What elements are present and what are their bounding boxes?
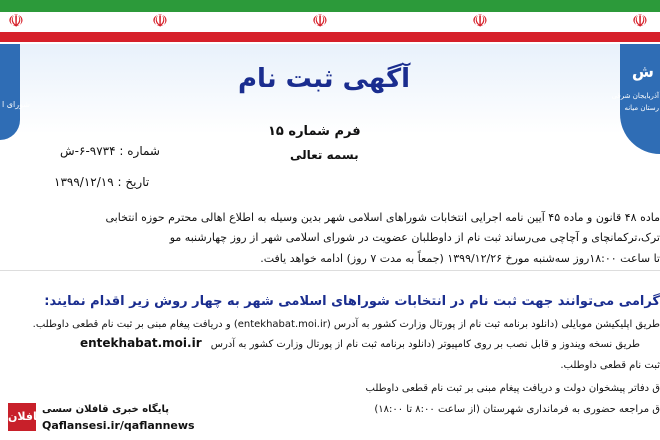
reference-number: شماره : ۹۷۳۴-۶-ش <box>60 144 160 158</box>
body-line: تا ساعت ۱۸:۰۰روز سه‌شنبه مورخ ۱۳۹۹/۱۲/۲۶ (جمعاً به مدت ۷ روز) ادامه خواهد یافت. <box>260 252 660 265</box>
method-item: طریق نسخه ویندوز و قابل نصب بر روی کامپیوتر (دانلود برنامه ثبت نام از پورتال وزارت کشور به آدرس <box>210 339 640 350</box>
method-item: ق دفاتر پیشخوان دولت و دریافت پیغام مبنی بر ثبت نام قطعی داوطلب <box>365 383 660 394</box>
method-item-continued: ثبت نام قطعی داوطلب. <box>560 360 660 371</box>
flag-red-stripe <box>0 32 660 42</box>
form-number: فرم شماره ۱۵ <box>268 124 361 139</box>
emblem-icon: ☫ <box>7 11 25 32</box>
logo-line3: رستان میانه <box>624 104 659 112</box>
news-logo: قافلان <box>8 403 36 431</box>
page-title: آگهی ثبت نام <box>238 64 411 94</box>
flag-white-stripe <box>0 12 660 32</box>
flag-green-stripe <box>0 0 660 12</box>
emblem-icon: ☫ <box>631 11 649 32</box>
left-emblem-banner <box>0 44 20 140</box>
method-item: ق مراجعه حضوری به فرمانداری شهرستان (از ساعت ۸:۰۰ تا ۱۸:۰۰) <box>374 404 660 415</box>
body-line: ماده ۴۸ قانون و ماده ۴۵ آیین نامه اجرایی انتخابات شوراهای اسلامی شهر بدین وسیله به اطلاع اهالی محترم حوزه انتخابی <box>105 211 660 224</box>
emblem-icon: ☫ <box>311 11 329 32</box>
website-link[interactable]: entekhabat.moi.ir <box>80 336 202 350</box>
logo-letter: ش <box>631 62 654 81</box>
document-date: تاریخ : ۱۳۹۹/۱۲/۱۹ <box>54 175 150 189</box>
divider <box>0 270 660 271</box>
methods-heading: گرامی می‌توانند جهت ثبت نام در انتخابات شوراهای اسلامی شهر به چهار روش زیر اقدام نمایند: <box>44 294 660 309</box>
method-item: طریق اپلیکیشن موبایلی (دانلود برنامه ثبت نام از پورتال وزارت کشور به آدرس (entekhabat.moi.ir) و دریافت پیغام مبنی بر ثبت نام قطعی داوطلب. <box>32 319 660 330</box>
besm-text: بسمه تعالی <box>290 148 359 162</box>
news-name: پایگاه خبری قافلان سسی <box>42 404 169 415</box>
logo-line2: آذربایجان شرقی <box>611 92 659 100</box>
emblem-icon: ☫ <box>151 11 169 32</box>
flag-header <box>0 0 660 44</box>
left-label: شورای ا <box>2 100 30 109</box>
news-watermark <box>8 403 195 437</box>
emblem-icon: ☫ <box>471 11 489 32</box>
news-handle: Qaflansesi.ir/qaflannews <box>42 419 195 432</box>
body-line: ترک،ترکمانچای و آچاچی می‌رساند ثبت نام از داوطلبان عضویت در شورای اسلامی شهر از روز چهارشنبه مو <box>169 231 660 244</box>
